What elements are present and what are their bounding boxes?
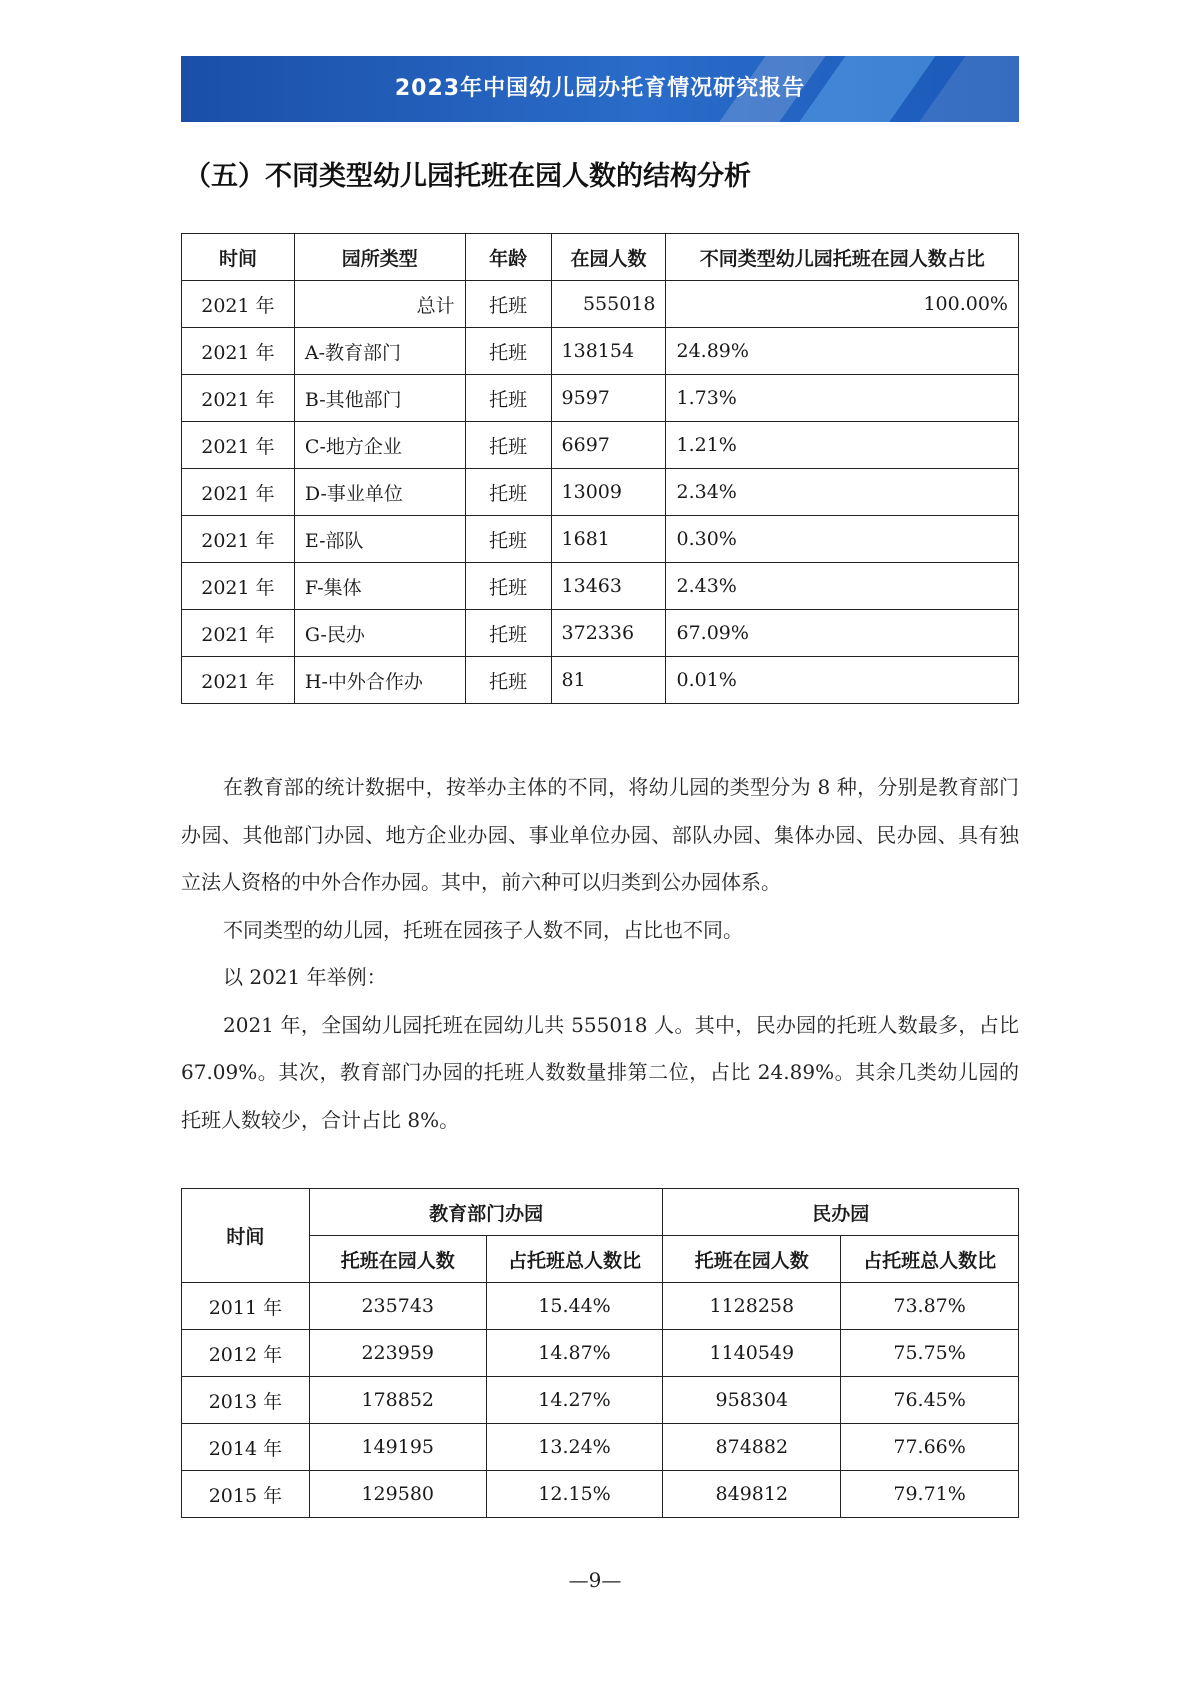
cell-time: 2011 年 <box>182 1283 310 1330</box>
table-header-row <box>182 234 1019 281</box>
cell-edu-count: 235743 <box>309 1283 486 1330</box>
type-structure-table <box>181 233 1019 704</box>
cell-private-count: 958304 <box>663 1377 841 1424</box>
cell-time: 2021 年 <box>182 469 295 516</box>
cell-count: 9597 <box>551 375 666 422</box>
cell-private-count: 849812 <box>663 1471 841 1518</box>
table-row <box>182 563 1019 610</box>
cell-age: 托班 <box>465 422 551 469</box>
table-row <box>182 1283 1019 1330</box>
cell-count: 6697 <box>551 422 666 469</box>
cell-time: 2015 年 <box>182 1471 310 1518</box>
cell-time: 2021 年 <box>182 281 295 328</box>
page-number: —9— <box>568 1568 622 1592</box>
cell-share: 1.73% <box>666 375 1019 422</box>
column-header: 不同类型幼儿园托班在园人数占比 <box>666 234 1019 281</box>
column-header-time: 时间 <box>182 1189 310 1283</box>
cell-private-share: 79.71% <box>841 1471 1019 1518</box>
column-header: 占托班总人数比 <box>486 1236 663 1283</box>
cell-private-share: 77.66% <box>841 1424 1019 1471</box>
group-header: 教育部门办园 <box>309 1189 663 1236</box>
table-row <box>182 1330 1019 1377</box>
cell-time: 2021 年 <box>182 657 295 704</box>
education-vs-private-table <box>181 1188 1019 1518</box>
cell-share: 0.01% <box>666 657 1019 704</box>
cell-edu-count: 223959 <box>309 1330 486 1377</box>
cell-time: 2021 年 <box>182 422 295 469</box>
table-row <box>182 1471 1019 1518</box>
cell-type: E-部队 <box>294 516 465 563</box>
table-row <box>182 422 1019 469</box>
cell-time: 2012 年 <box>182 1330 310 1377</box>
table-row <box>182 1424 1019 1471</box>
cell-type: F-集体 <box>294 563 465 610</box>
paragraph: 在教育部的统计数据中，按举办主体的不同，将幼儿园的类型分为 8 种，分别是教育部门办园、其他部门办园、地方企业办园、事业单位办园、部队办园、集体办园、民办园、具有独立法人资格的中外合作办园。其中，前六种可以归类到公办园体系。 <box>181 775 1019 894</box>
cell-age: 托班 <box>465 610 551 657</box>
table-row <box>182 469 1019 516</box>
cell-count: 1681 <box>551 516 666 563</box>
table-row <box>182 281 1019 328</box>
cell-share: 100.00% <box>666 281 1019 328</box>
cell-edu-share: 12.15% <box>486 1471 663 1518</box>
cell-age: 托班 <box>465 563 551 610</box>
table-row <box>182 516 1019 563</box>
table-row <box>182 1377 1019 1424</box>
cell-type: H-中外合作办 <box>294 657 465 704</box>
column-header: 托班在园人数 <box>309 1236 486 1283</box>
cell-age: 托班 <box>465 375 551 422</box>
cell-share: 2.43% <box>666 563 1019 610</box>
cell-type: D-事业单位 <box>294 469 465 516</box>
cell-edu-share: 13.24% <box>486 1424 663 1471</box>
table-row <box>182 375 1019 422</box>
cell-count: 13463 <box>551 563 666 610</box>
column-header: 园所类型 <box>294 234 465 281</box>
cell-age: 托班 <box>465 469 551 516</box>
cell-time: 2014 年 <box>182 1424 310 1471</box>
cell-age: 托班 <box>465 281 551 328</box>
cell-share: 1.21% <box>666 422 1019 469</box>
header-banner <box>181 56 1019 122</box>
column-header: 年龄 <box>465 234 551 281</box>
cell-time: 2021 年 <box>182 375 295 422</box>
cell-count: 13009 <box>551 469 666 516</box>
cell-age: 托班 <box>465 328 551 375</box>
cell-time: 2013 年 <box>182 1377 310 1424</box>
cell-share: 24.89% <box>666 328 1019 375</box>
cell-share: 2.34% <box>666 469 1019 516</box>
cell-type: 总计 <box>294 281 465 328</box>
cell-count: 81 <box>551 657 666 704</box>
cell-share: 0.30% <box>666 516 1019 563</box>
column-header: 托班在园人数 <box>663 1236 841 1283</box>
table-row <box>182 657 1019 704</box>
cell-private-count: 874882 <box>663 1424 841 1471</box>
table-row <box>182 328 1019 375</box>
cell-edu-count: 149195 <box>309 1424 486 1471</box>
cell-private-count: 1128258 <box>663 1283 841 1330</box>
cell-edu-share: 15.44% <box>486 1283 663 1330</box>
cell-private-count: 1140549 <box>663 1330 841 1377</box>
table-header-row <box>182 1189 1019 1236</box>
cell-private-share: 75.75% <box>841 1330 1019 1377</box>
body-text <box>181 764 1019 1144</box>
cell-count: 555018 <box>551 281 666 328</box>
cell-edu-count: 178852 <box>309 1377 486 1424</box>
cell-time: 2021 年 <box>182 563 295 610</box>
paragraph: 2021 年，全国幼儿园托班在园幼儿共 555018 人。其中，民办园的托班人数最多，占比 67.09%。其次，教育部门办园的托班人数数量排第二位，占比 24.89%。其余几类幼儿园的托班人数较少，合计占比 8%。 <box>181 1012 1019 1132</box>
cell-count: 138154 <box>551 328 666 375</box>
section-title: （五）不同类型幼儿园托班在园人数的结构分析 <box>184 161 751 192</box>
table-row <box>182 610 1019 657</box>
cell-type: A-教育部门 <box>294 328 465 375</box>
report-title: 2023年中国幼儿园办托育情况研究报告 <box>394 76 806 101</box>
cell-type: G-民办 <box>294 610 465 657</box>
cell-age: 托班 <box>465 516 551 563</box>
cell-count: 372336 <box>551 610 666 657</box>
cell-edu-share: 14.87% <box>486 1330 663 1377</box>
cell-type: B-其他部门 <box>294 375 465 422</box>
cell-age: 托班 <box>465 657 551 704</box>
cell-time: 2021 年 <box>182 516 295 563</box>
cell-time: 2021 年 <box>182 328 295 375</box>
column-header: 占托班总人数比 <box>841 1236 1019 1283</box>
paragraph: 不同类型的幼儿园，托班在园孩子人数不同，占比也不同。 <box>223 917 743 942</box>
cell-private-share: 73.87% <box>841 1283 1019 1330</box>
cell-type: C-地方企业 <box>294 422 465 469</box>
paragraph: 以 2021 年举例： <box>223 965 387 989</box>
cell-time: 2021 年 <box>182 610 295 657</box>
group-header: 民办园 <box>663 1189 1019 1236</box>
cell-private-share: 76.45% <box>841 1377 1019 1424</box>
column-header: 在园人数 <box>551 234 666 281</box>
cell-edu-count: 129580 <box>309 1471 486 1518</box>
column-header: 时间 <box>182 234 295 281</box>
cell-share: 67.09% <box>666 610 1019 657</box>
cell-edu-share: 14.27% <box>486 1377 663 1424</box>
